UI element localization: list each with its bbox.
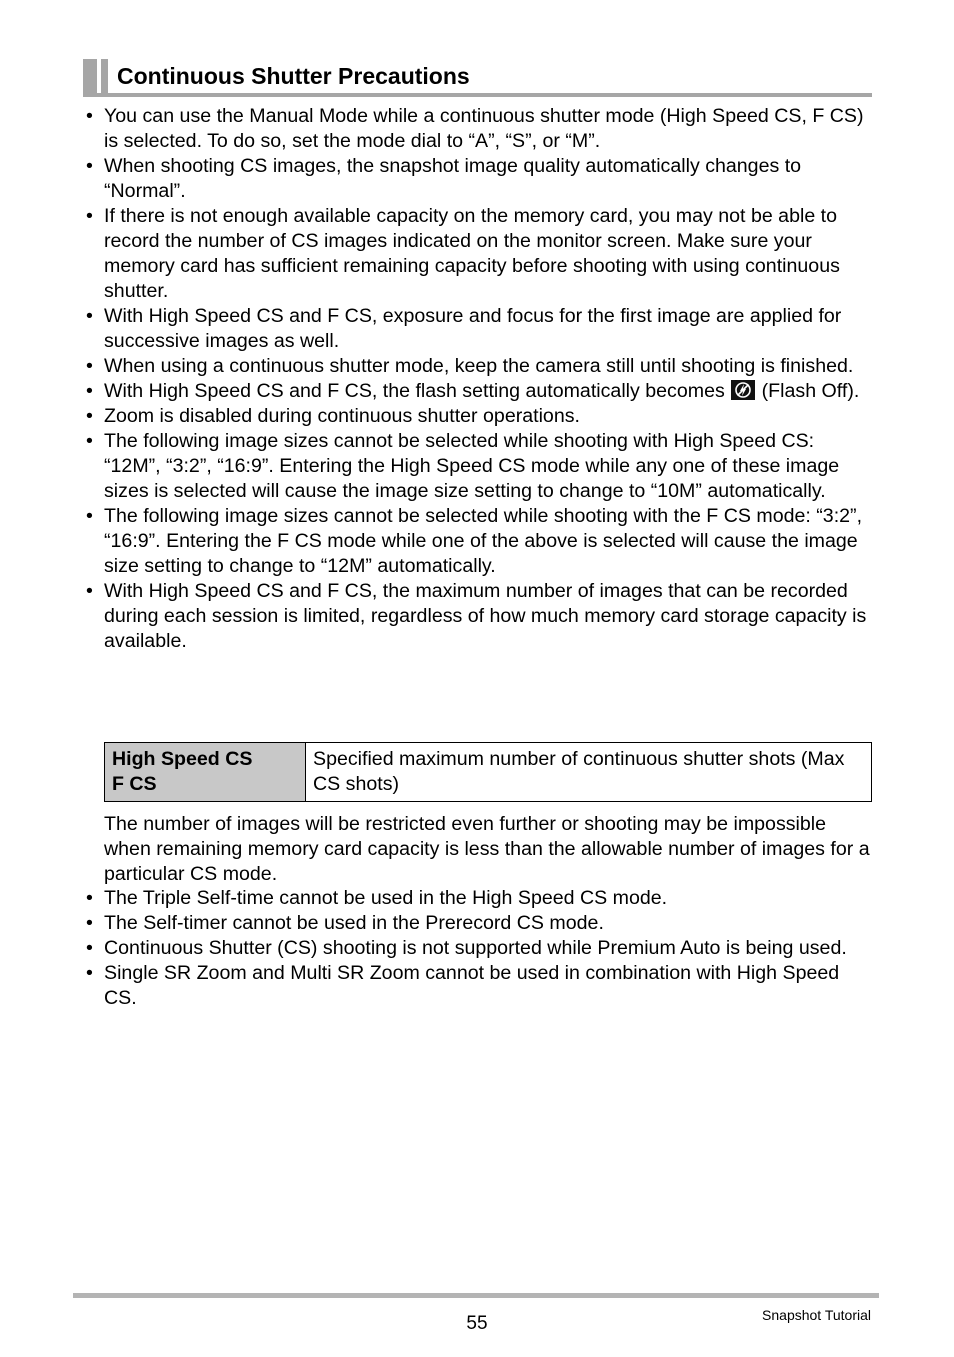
- flash-off-icon: [731, 380, 755, 400]
- list-item: • Single SR Zoom and Multi SR Zoom cannot be used in combination with High Speed CS.: [86, 962, 840, 1009]
- list-item: • The following image sizes cannot be selected while shooting with High Speed CS: “12M”, “3:2”, “16:9”. Entering the High Speed CS mode while any one of these image sizes is selected will cause the image size setting to change to “10M” automatically.: [86, 430, 840, 502]
- list-item: • The following image sizes cannot be selected while shooting with the F CS mode: “3:2”, “16:9”. Entering the F CS mode while one of the above is selected will cause the image size setting to change to “12M” automatically.: [86, 505, 863, 577]
- list-item: • When shooting CS images, the snapshot image quality automatically changes to “Normal”.: [86, 155, 802, 202]
- list-item: • With High Speed CS and F CS, the maximum number of images that can be recorded during each session is limited, regardless of how much memory card storage capacity is available.: [86, 580, 867, 652]
- bullet-list: [83, 104, 873, 654]
- heading-marker: [83, 59, 97, 95]
- heading-underline: [83, 93, 872, 97]
- list-item: • When using a continuous shutter mode, keep the camera still until shooting is finished.: [86, 355, 854, 377]
- table-row: [105, 743, 872, 802]
- section-heading: [83, 59, 872, 97]
- list-item: • With High Speed CS and F CS, exposure and focus for the first image are applied for successive images as well.: [86, 305, 842, 352]
- bullet-list-secondary: [83, 886, 873, 1011]
- section-name: Snapshot Tutorial: [762, 1307, 871, 1323]
- list-item: • If there is not enough available capacity on the memory card, you may not be able to record the number of CS images indicated on the monitor screen. Make sure your memory card has sufficient remaining capacity before shooting with using continuous shutter.: [86, 205, 840, 302]
- list-item: • You can use the Manual Mode while a continuous shutter mode (High Speed CS, F CS) is selected. To do so, set the mode dial to “A”, “S”, or “M”.: [86, 105, 864, 152]
- list-item: • With High Speed CS and F CS, the flash setting automatically becomes (Flash Off).: [86, 380, 860, 402]
- table-value-cell: Specified maximum number of continuous shutter shots (Max CS shots): [306, 743, 872, 802]
- list-item: • Continuous Shutter (CS) shooting is not supported while Premium Auto is being used.: [86, 937, 847, 959]
- list-item: • The Triple Self-time cannot be used in the High Speed CS mode.: [86, 887, 668, 909]
- cs-limit-table: [104, 742, 872, 802]
- page-title: Continuous Shutter Precautions: [117, 63, 470, 89]
- list-item: • The Self-timer cannot be used in the Prerecord CS mode.: [86, 912, 604, 934]
- heading-marker-thin: [101, 59, 108, 95]
- list-item: • Zoom is disabled during continuous shutter operations.: [86, 405, 580, 427]
- footer-divider: [73, 1293, 879, 1298]
- page-number: 55: [466, 1313, 488, 1334]
- table-key-cell: High Speed CS F CS: [105, 743, 306, 802]
- table-note: The number of images will be restricted even further or shooting may be impossible when remaining memory card capacity is less than the allowable number of images for a particular CS mode.: [104, 813, 870, 885]
